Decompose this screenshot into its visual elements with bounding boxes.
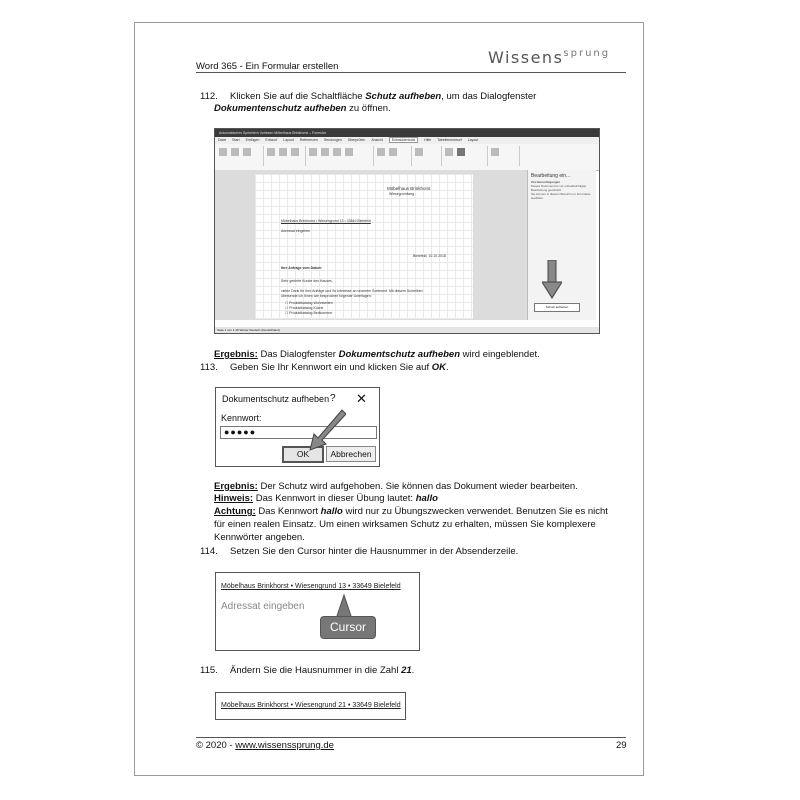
cursor-screenshot bbox=[215, 572, 420, 651]
warning-line2: für einen realen Einsatz. Um einen wirksamen Schutz zu erhalten, müssen Sie komplexere bbox=[214, 519, 596, 530]
step-115: 115. Ändern Sie die Hausnummer in die Zahl 21. bbox=[200, 665, 415, 676]
updated-address-screenshot bbox=[215, 692, 406, 720]
unprotect-dialog bbox=[215, 387, 380, 467]
unprotect-button[interactable]: Schutz aufheben bbox=[534, 303, 580, 312]
step-112: 112. Klicken Sie auf die Schaltfläche Schutz aufheben, um das Dialogfenster bbox=[200, 91, 537, 102]
status-bar: Seite 1 von 1 29 Wörter Deutsch (Deutschland) bbox=[215, 327, 599, 333]
recipient-placeholder: Adressat eingeben bbox=[221, 601, 305, 612]
cancel-button[interactable]: Abbrechen bbox=[326, 446, 376, 462]
document-page: Möbelhaus Brinkhorst Wiesegrundweg Möbelhaus Brinkhorst • Wiesengrund 13 • 33649 Bielefeld Adressat eingeben Bielefeld, 10.10.2018 Ihre Anfrage vom Datum Sehr geehrte Kunde des Hauses, vielen Dank für Ihre Anfrage und Ihr Interesse an unserem Sortiment. Mit diesem Schreiben übersende ich Ihnen wie besprochen folgende Unterlagen: ☐ Produktkatalog Wohnwelten ☐ Produktkatalog Küche ☐ Produktkatalog Bedkommer bbox=[255, 174, 473, 319]
footer-copyright: © 2020 - www.wissenssprung.de bbox=[196, 740, 334, 751]
header-title: Word 365 - Ein Formular erstellen bbox=[196, 61, 339, 72]
step-113: 113. Geben Sie Ihr Kennwort ein und klicken Sie auf OK. bbox=[200, 362, 449, 373]
warning: Achtung: Das Kennwort hallo wird nur zu Übungszwecken verwendet. Benutzen Sie es nicht bbox=[214, 506, 608, 517]
ok-button[interactable]: OK bbox=[282, 446, 324, 463]
cursor-callout: Cursor bbox=[320, 616, 376, 639]
document-area bbox=[215, 170, 527, 320]
header-divider bbox=[196, 72, 626, 73]
pointer-arrow-icon bbox=[306, 408, 346, 452]
word-titlebar: Automatisches Speichern Vorlesen Möbelhaus Brinkhorst – Formular bbox=[215, 129, 599, 137]
website-link[interactable]: www.wissenssprung.de bbox=[235, 740, 334, 751]
password-field[interactable]: ●●●●● bbox=[220, 426, 377, 439]
ribbon-tabs: Datei Start Einfügen Entwurf Layout Referenzen Sendungen Überprüfen Ansicht Entwicklertools Hilfe Tabellenentwurf Layout bbox=[215, 137, 599, 144]
hint: Hinweis: Das Kennwort in dieser Übung lautet: hallo bbox=[214, 493, 438, 504]
warning-line3: Kennwörter angeben. bbox=[214, 532, 305, 543]
brand-logo: Wissens$^{sprung}$ bbox=[488, 48, 611, 67]
sender-line-updated: Möbelhaus Brinkhorst • Wiesengrund 21 • 33649 Bielefeld bbox=[221, 702, 401, 709]
result-112: Ergebnis: Das Dialogfenster Dokumentschutz aufheben wird eingeblendet. bbox=[214, 349, 540, 360]
password-label: Kennwort: bbox=[221, 413, 262, 423]
restrict-editing-pane: Bearbeitung ein... Ihre Berechtigungen Dieses Dokument ist vor unbeabsichtigter Bearbeitung geschützt. Sie können in diesem Bereich nur Formulare ausfüllen. Schutz aufheben bbox=[527, 170, 596, 320]
footer-divider bbox=[196, 737, 626, 738]
help-icon[interactable]: ? bbox=[330, 393, 336, 404]
page-number: 29 bbox=[616, 740, 627, 751]
arrow-down-icon bbox=[542, 260, 562, 300]
sender-line: Möbelhaus Brinkhorst • Wiesengrund 13 • 33649 Bielefeld bbox=[221, 583, 401, 590]
dialog-title: Dokumentschutz aufheben bbox=[222, 394, 330, 404]
word-screenshot bbox=[214, 128, 600, 334]
close-icon[interactable]: ✕ bbox=[356, 391, 367, 406]
step-112-line2: Dokumentenschutz aufheben zu öffnen. bbox=[214, 103, 391, 114]
ribbon bbox=[215, 144, 599, 171]
result-113: Ergebnis: Der Schutz wird aufgehoben. Sie können das Dokument wieder bearbeiten. bbox=[214, 481, 578, 492]
step-114: 114. Setzen Sie den Cursor hinter die Hausnummer in der Absenderzeile. bbox=[200, 546, 519, 557]
